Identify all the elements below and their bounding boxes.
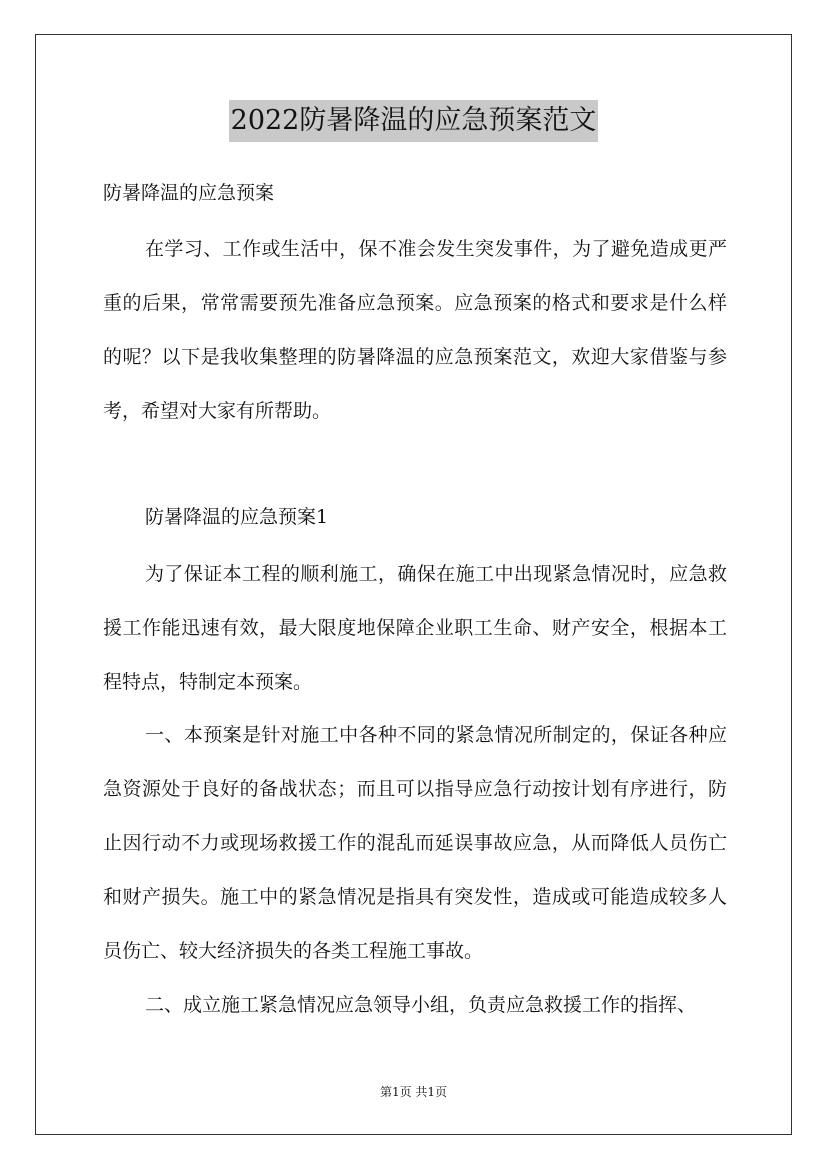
body-paragraph-2: 一、本预案是针对施工中各种不同的紧急情况所制定的，保证各种应急资源处于良好的备战状态；而且可以指导应急行动按计划有序进行，防止因行动不力或现场救援工作的混乱而延误事故应急，从而降低人员伤亡和财产损失。施工中的紧急情况是指具有突发性，造成或可能造成较多人员伤亡、较大经济损失的各类工程施工事故。: [103, 724, 727, 962]
body-paragraph-1: 为了保证本工程的顺利施工，确保在施工中出现紧急情况时，应急救援工作能迅速有效，最大限度地保障企业职工生命、财产安全，根据本工程特点，特制定本预案。: [103, 563, 727, 693]
page-footer: 第1页 共1页: [379, 1085, 448, 1099]
document-subtitle: 防暑降温的应急预案: [103, 182, 275, 204]
intro-paragraph: 在学习、工作或生活中，保不准会发生突发事件，为了避免造成更严重的后果，常常需要预先准备应急预案。应急预案的格式和要求是什么样的呢？以下是我收集整理的防暑降温的应急预案范文，欢迎大家借鉴与参考，希望对大家有所帮助。: [103, 238, 727, 422]
document-title: 2022防暑降温的应急预案范文: [229, 100, 599, 142]
body-paragraph-3: 二、成立施工紧急情况应急领导小组，负责应急救援工作的指挥、: [145, 994, 697, 1016]
title-container: [0, 100, 827, 142]
section-heading: 防暑降温的应急预案1: [145, 506, 329, 528]
